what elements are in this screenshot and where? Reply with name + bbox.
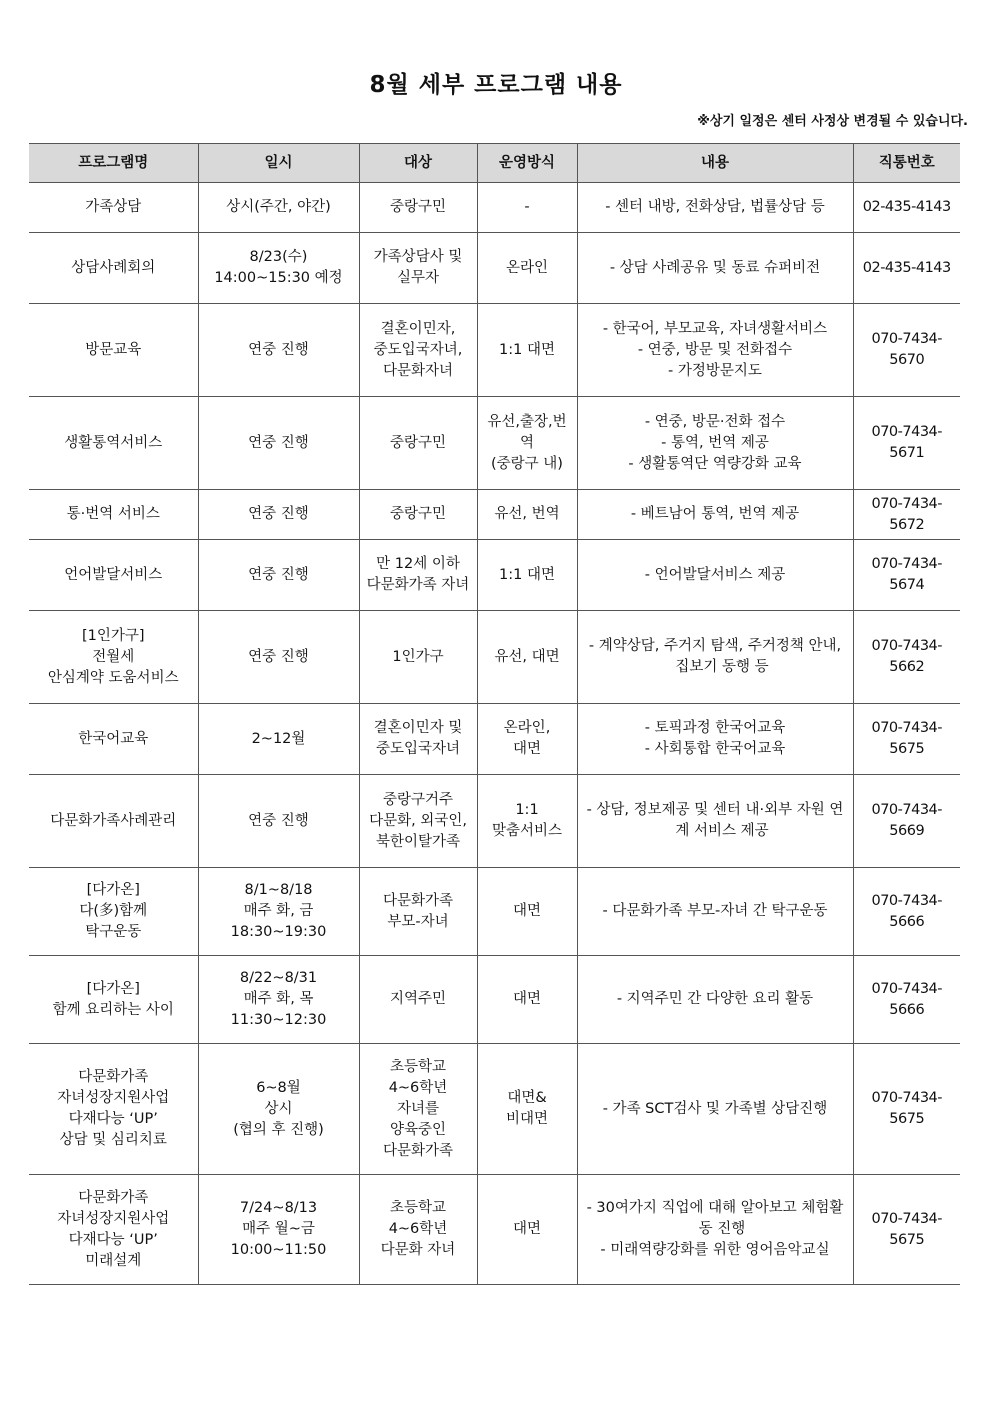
content-cell <box>577 490 853 540</box>
method-line: 맞춤서비스 <box>491 823 563 839</box>
method-line: 온라인 <box>505 259 549 276</box>
content-line: - 토픽과정 한국어교육 <box>644 720 786 736</box>
phone-cell: 070-7434-5666 <box>853 956 960 1044</box>
content-line: - 생활통역단 역량강화 교육 <box>628 455 802 472</box>
date-line: 매주 화, 목 <box>243 991 314 1007</box>
method-line: 대면 <box>512 1221 541 1237</box>
target-line: 결혼이민자, <box>380 320 456 337</box>
target-line: 중도입국자녀, <box>373 341 463 358</box>
target-line: 만 12세 이하 <box>376 556 460 572</box>
program-name-line: 한국어교육 <box>78 730 149 747</box>
target-cell <box>359 183 477 233</box>
content-cell <box>577 704 853 775</box>
method-line: 유선, 번역 <box>494 506 560 522</box>
table-row <box>29 1044 960 1175</box>
content-line: - 상담, 정보제공 및 센터 내·외부 자원 연계 서비스 제공 <box>586 802 844 839</box>
content-cell <box>577 868 853 956</box>
table-row <box>29 490 960 540</box>
method-line: 온라인, <box>503 720 551 736</box>
table-row <box>29 183 960 233</box>
date-cell <box>198 956 359 1044</box>
method-cell <box>477 183 577 233</box>
content-line: - 언어발달서비스 제공 <box>644 566 786 583</box>
program-name-line: 상담 및 심리치료 <box>59 1132 167 1148</box>
content-line: - 센터 내방, 전화상담, 법률상담 등 <box>605 199 825 215</box>
table-row <box>29 540 960 611</box>
method-cell <box>477 611 577 704</box>
content-cell <box>577 1175 853 1285</box>
target-line: 다문화가족 <box>382 1142 454 1159</box>
phone-cell: 070-7434-5672 <box>853 490 960 540</box>
content-cell <box>577 1044 853 1175</box>
phone-cell: 070-7434-5666 <box>853 868 960 956</box>
program-name-cell <box>29 704 198 775</box>
date-cell <box>198 775 359 868</box>
target-line: 가족상담사 및 <box>373 249 463 265</box>
page-title: 8월 세부 프로그램 내용 <box>369 72 623 98</box>
content-line: - 통역, 번역 제공 <box>661 434 769 451</box>
table-row <box>29 611 960 704</box>
content-line: - 사회통합 한국어교육 <box>644 741 786 757</box>
phone-cell: 02-435-4143 <box>853 233 960 304</box>
date-line: 2~12월 <box>251 730 306 747</box>
date-line: 8/23(수) <box>249 249 308 265</box>
phone-cell: 070-7434-5675 <box>853 1044 960 1175</box>
target-line: 4~6학년 <box>388 1079 448 1096</box>
phone-cell: 070-7434-5669 <box>853 775 960 868</box>
date-cell <box>198 397 359 490</box>
target-cell <box>359 775 477 868</box>
target-line: 중도입국자녀 <box>375 741 461 757</box>
method-cell <box>477 490 577 540</box>
phone-cell: 070-7434-5674 <box>853 540 960 611</box>
content-line: - 연중, 방문 및 전화접수 <box>637 341 793 358</box>
program-table <box>29 143 960 1285</box>
date-line: 8/22~8/31 <box>239 970 318 986</box>
method-cell <box>477 1175 577 1285</box>
target-line: 결혼이민자 및 <box>373 720 463 736</box>
method-line: 유선, 대면 <box>494 648 560 665</box>
date-line: 11:30~12:30 <box>230 1012 327 1028</box>
date-line: 8/1~8/18 <box>244 882 313 898</box>
target-line: 초등학교 <box>389 1058 447 1075</box>
program-name-line: 미래설계 <box>85 1252 142 1269</box>
program-name-cell <box>29 1175 198 1285</box>
program-name-line: [다가온] <box>86 882 140 898</box>
program-name-line: [다가온] <box>86 980 140 997</box>
date-cell <box>198 1044 359 1175</box>
date-line: 연중 진행 <box>248 566 309 583</box>
phone-cell: 070-7434-5675 <box>853 1175 960 1285</box>
program-name-line: 다문화가족사례관리 <box>50 812 177 829</box>
target-cell <box>359 1175 477 1285</box>
target-line: 다문화 자녀 <box>380 1242 456 1258</box>
phone-cell: 070-7434-5670 <box>853 304 960 397</box>
target-line: 1인가구 <box>392 648 444 665</box>
header-content: 내용 <box>577 144 853 183</box>
date-line: 연중 진행 <box>248 434 309 451</box>
content-line: - 지역주민 간 다양한 요리 활동 <box>616 991 814 1007</box>
method-line: 1:1 <box>515 802 539 818</box>
target-cell <box>359 304 477 397</box>
method-cell <box>477 868 577 956</box>
program-name-line: 상담사례회의 <box>71 259 156 276</box>
table-row <box>29 397 960 490</box>
date-cell <box>198 304 359 397</box>
date-cell <box>198 540 359 611</box>
header-date: 일시 <box>198 144 359 183</box>
target-line: 중랑구거주 <box>382 791 454 808</box>
method-cell <box>477 956 577 1044</box>
target-line: 북한이탈가족 <box>375 833 461 850</box>
method-line: 대면& <box>507 1090 547 1106</box>
date-line: 매주 화, 금 <box>243 903 314 919</box>
table-row <box>29 1175 960 1285</box>
method-cell <box>477 704 577 775</box>
method-line: - <box>524 199 530 215</box>
program-name-cell <box>29 611 198 704</box>
target-cell <box>359 397 477 490</box>
program-name-cell <box>29 233 198 304</box>
program-name-line: 생활통역서비스 <box>64 434 163 451</box>
target-line: 다문화, 외국인, <box>369 812 467 829</box>
program-name-line: 전월세 <box>92 648 135 665</box>
program-name-line: 자녀성장지원사업 <box>57 1210 170 1227</box>
method-line: 1:1 대면 <box>499 566 555 583</box>
date-cell <box>198 1175 359 1285</box>
program-name-line: 다(多)함께 <box>79 903 148 919</box>
header-program-name: 프로그램명 <box>29 144 198 183</box>
program-name-cell <box>29 1044 198 1175</box>
phone-cell: 070-7434-5662 <box>853 611 960 704</box>
method-cell <box>477 775 577 868</box>
target-line: 중랑구민 <box>389 434 447 451</box>
program-name-cell <box>29 956 198 1044</box>
content-cell <box>577 183 853 233</box>
target-line: 자녀를 <box>396 1100 440 1117</box>
content-line: - 다문화가족 부모-자녀 간 탁구운동 <box>602 903 828 919</box>
date-line: 상시(주간, 야간) <box>226 199 331 215</box>
target-line: 실무자 <box>396 270 440 286</box>
program-name-line: 안심계약 도움서비스 <box>47 669 179 686</box>
table-row <box>29 304 960 397</box>
program-name-cell <box>29 868 198 956</box>
header-method: 운영방식 <box>477 144 577 183</box>
content-line: - 미래역량강화를 위한 영어음악교실 <box>600 1242 830 1258</box>
date-line: 6~8월 <box>256 1079 301 1096</box>
phone-cell: 070-7434-5671 <box>853 397 960 490</box>
program-name-line: 함께 요리하는 사이 <box>52 1001 174 1018</box>
content-line: - 연중, 방문·전화 접수 <box>644 413 786 430</box>
program-name-line: 자녀성장지원사업 <box>57 1090 170 1106</box>
date-cell <box>198 611 359 704</box>
method-cell <box>477 540 577 611</box>
program-name-line: 방문교육 <box>85 341 142 358</box>
content-cell <box>577 540 853 611</box>
content-cell <box>577 956 853 1044</box>
table-row <box>29 956 960 1044</box>
program-name-cell <box>29 540 198 611</box>
program-name-cell <box>29 304 198 397</box>
date-cell <box>198 704 359 775</box>
date-line: 매주 월~금 <box>242 1221 315 1237</box>
table-body <box>29 183 960 1285</box>
program-name-line: 다문화가족 <box>78 1069 149 1085</box>
method-line: (중랑구 내) <box>491 455 563 472</box>
program-name-cell <box>29 490 198 540</box>
content-line: - 계약상담, 주거지 탐색, 주거정책 안내, 집보기 동행 등 <box>588 638 842 675</box>
content-cell <box>577 304 853 397</box>
table-row <box>29 775 960 868</box>
date-line: 연중 진행 <box>248 341 309 358</box>
program-name-line: 언어발달서비스 <box>64 566 163 583</box>
target-line: 4~6학년 <box>388 1221 448 1237</box>
date-line: 18:30~19:30 <box>230 924 327 940</box>
content-line: - 상담 사례공유 및 동료 슈퍼비전 <box>609 259 821 276</box>
table-row <box>29 868 960 956</box>
date-line: 연중 진행 <box>248 506 309 522</box>
method-cell <box>477 1044 577 1175</box>
program-name-line: 다재다능 ‘UP’ <box>68 1231 158 1248</box>
target-cell <box>359 704 477 775</box>
date-cell <box>198 490 359 540</box>
target-line: 다문화자녀 <box>382 362 454 379</box>
target-cell <box>359 611 477 704</box>
target-line: 양육중인 <box>389 1121 447 1138</box>
method-line: 유선,출장,번역 <box>487 413 567 451</box>
header-target: 대상 <box>359 144 477 183</box>
content-cell <box>577 775 853 868</box>
target-cell <box>359 490 477 540</box>
target-cell <box>359 956 477 1044</box>
target-line: 초등학교 <box>389 1200 447 1216</box>
program-name-cell <box>29 397 198 490</box>
program-name-line: 통·번역 서비스 <box>66 506 160 522</box>
target-line: 중랑구민 <box>389 506 447 522</box>
program-name-line: 가족상담 <box>85 199 142 215</box>
schedule-change-notice: ※상기 일정은 센터 사정상 변경될 수 있습니다. <box>697 114 968 129</box>
target-cell <box>359 868 477 956</box>
program-name-line: 다문화가족 <box>78 1189 149 1206</box>
content-line: - 가정방문지도 <box>668 362 762 379</box>
date-line: 연중 진행 <box>248 812 309 829</box>
table-header-row <box>29 144 960 183</box>
target-cell <box>359 233 477 304</box>
date-line: 상시 <box>264 1100 293 1117</box>
date-cell <box>198 183 359 233</box>
table-row <box>29 704 960 775</box>
method-line: 1:1 대면 <box>499 341 555 358</box>
content-cell <box>577 611 853 704</box>
target-line: 부모-자녀 <box>387 913 449 930</box>
method-cell <box>477 397 577 490</box>
method-line: 대면 <box>512 741 541 757</box>
date-line: 연중 진행 <box>248 648 309 665</box>
content-line: - 베트남어 통역, 번역 제공 <box>630 506 800 522</box>
method-line: 대면 <box>512 991 541 1007</box>
target-cell <box>359 540 477 611</box>
program-name-cell <box>29 183 198 233</box>
date-line: 10:00~11:50 <box>230 1242 327 1258</box>
method-line: 대면 <box>512 903 541 919</box>
content-cell <box>577 233 853 304</box>
phone-cell: 070-7434-5675 <box>853 704 960 775</box>
date-cell <box>198 868 359 956</box>
date-line: 7/24~8/13 <box>239 1200 318 1216</box>
method-cell <box>477 304 577 397</box>
target-cell <box>359 1044 477 1175</box>
date-line: (협의 후 진행) <box>233 1121 324 1138</box>
program-name-line: 탁구운동 <box>85 924 142 940</box>
program-name-line: [1인가구] <box>81 627 145 644</box>
target-line: 지역주민 <box>389 991 447 1007</box>
content-line: - 한국어, 부모교육, 자녀생활서비스 <box>602 320 828 337</box>
phone-cell: 02-435-4143 <box>853 183 960 233</box>
content-line: - 30여가지 직업에 대해 알아보고 체험활동 진행 <box>586 1200 844 1237</box>
target-line: 다문화가족 자녀 <box>366 577 470 593</box>
method-cell <box>477 233 577 304</box>
date-line: 14:00~15:30 예정 <box>214 270 343 286</box>
target-line: 중랑구민 <box>389 199 447 215</box>
method-line: 비대면 <box>505 1111 549 1127</box>
program-name-line: 다재다능 ‘UP’ <box>68 1111 158 1127</box>
content-cell <box>577 397 853 490</box>
target-line: 다문화가족 <box>382 892 454 909</box>
program-name-cell <box>29 775 198 868</box>
date-cell <box>198 233 359 304</box>
header-phone: 직통번호 <box>853 144 960 183</box>
table-row <box>29 233 960 304</box>
content-line: - 가족 SCT검사 및 가족별 상담진행 <box>602 1100 828 1117</box>
